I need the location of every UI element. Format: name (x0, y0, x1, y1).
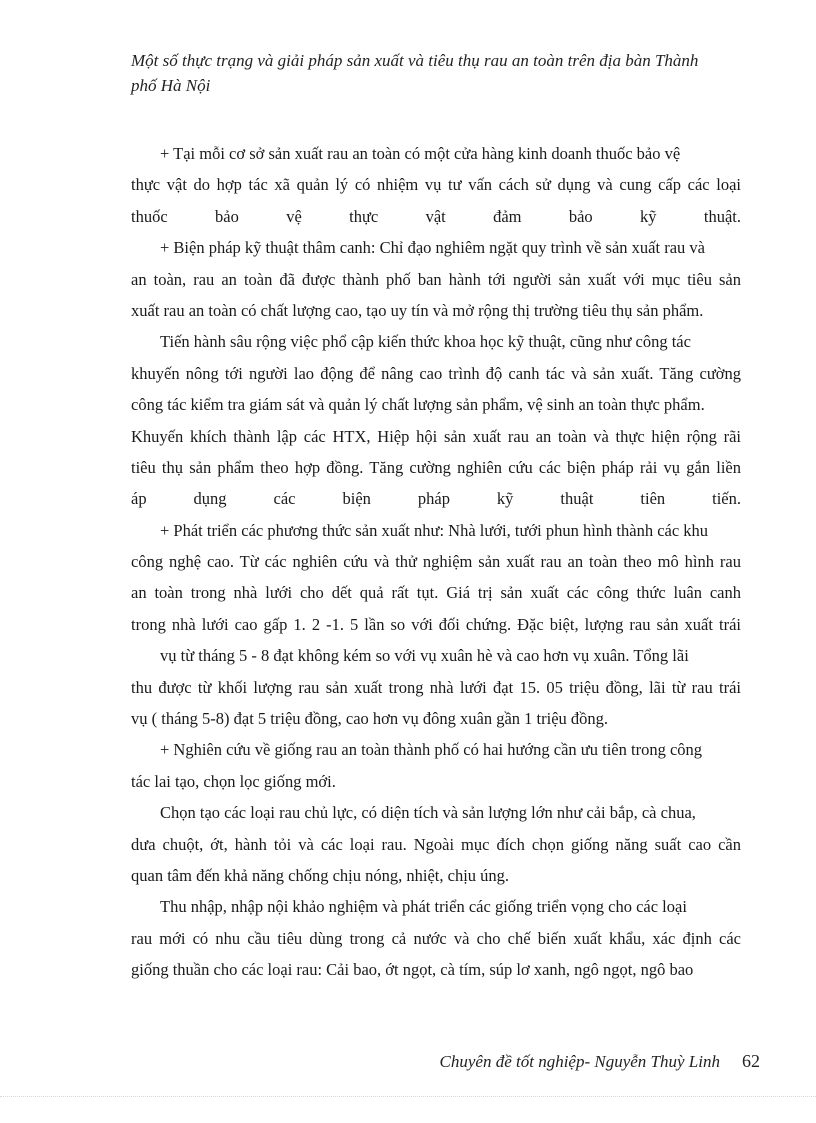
text-line: Chọn tạo các loại rau chủ lực, có diện tích và sản lượng lớn như cải bắp, cà chua, (160, 803, 696, 823)
text-line: thuốc bảo vệ thực vật đảm bảo kỹ thuật. (131, 206, 741, 226)
text-line: + Biện pháp kỹ thuật thâm canh: Chỉ đạo nghiêm ngặt quy trình về sản xuất rau và (160, 238, 705, 258)
text-line: giống thuần cho các loại rau: Cải bao, ớt ngọt, cà tím, súp lơ xanh, ngô ngọt, ngô bao (131, 960, 694, 980)
text-line: Khuyến khích thành lập các HTX, Hiệp hội sản xuất rau an toàn và thực hiện rộng rãi (131, 426, 741, 446)
text-line: Tiến hành sâu rộng việc phổ cập kiến thức khoa học kỹ thuật, cũng như công tác (160, 332, 691, 352)
text-line: an toàn trong nhà lưới cho dết quả rất tụt. Giá trị sản xuất các công thức luân canh (131, 583, 741, 603)
body-text (131, 138, 741, 986)
header-line-2: phố Hà Nội (131, 76, 211, 95)
text-line: + Phát triển các phương thức sản xuất như: Nhà lưới, tưới phun hình thành các khu (160, 520, 709, 540)
text-line: quan tâm đến khả năng chống chịu nóng, nhiệt, chịu úng. (131, 865, 510, 885)
page-footer (400, 1048, 760, 1075)
text-line: vụ từ tháng 5 - 8 đạt không kém so với vụ xuân hè và cao hơn vụ xuân. Tổng lãi (160, 646, 689, 666)
running-header (131, 48, 741, 98)
text-line: vụ ( tháng 5-8) đạt 5 triệu đồng, cao hơn vụ đông xuân gần 1 triệu đồng. (131, 709, 609, 729)
text-line: trong nhà lưới cao gấp 1. 2 -1. 5 lần so với đối chứng. Đặc biệt, lượng rau sản xuất trái (131, 614, 741, 634)
text-line: thực vật do hợp tác xã quản lý có nhiệm vụ tư vấn cách sử dụng và cung cấp các loại (131, 175, 741, 195)
text-line: xuất rau an toàn có chất lượng cao, tạo uy tín và mở rộng thị trường tiêu thụ sản phẩm. (131, 300, 704, 320)
text-line: + Nghiên cứu về giống rau an toàn thành phố có hai hướng cần ưu tiên trong công (160, 740, 703, 760)
text-line: khuyến nông tới người lao động để nâng cao trình độ canh tác và sản xuất. Tăng cường (131, 363, 741, 383)
text-line: tiêu thụ sản phẩm theo hợp đồng. Tăng cường nghiên cứu các biện pháp rải vụ gắn liền (131, 457, 741, 477)
text-line: áp dụng các biện pháp kỹ thuật tiên tiến. (131, 489, 741, 509)
text-line: Thu nhập, nhập nội khảo nghiệm và phát triển các giống triển vọng cho các loại (160, 897, 687, 917)
page-bottom-divider (0, 1096, 816, 1097)
text-line: thu được từ khối lượng rau sản xuất trong nhà lưới đạt 15. 05 triệu đồng, lãi từ rau trái (131, 677, 741, 697)
text-line: + Tại mỗi cơ sở sản xuất rau an toàn có một cửa hàng kinh doanh thuốc bảo vệ (160, 144, 681, 163)
text-line: an toàn, rau an toàn đã được thành phố ban hành tới người sản xuất với mục tiêu sản (131, 269, 741, 289)
text-line: dưa chuột, ớt, hành tỏi và các loại rau. Ngoài mục đích chọn giống năng suất cao cần (131, 834, 741, 854)
text-line: công nghệ cao. Từ các nghiên cứu và thử nghiệm sản xuất rau an toàn theo mô hình rau (131, 552, 741, 572)
text-line: tác lai tạo, chọn lọc giống mới. (131, 771, 336, 791)
page-number: 62 (742, 1051, 760, 1071)
header-line-1: Một số thực trạng và giải pháp sản xuất và tiêu thụ rau an toàn trên địa bàn Thành (131, 51, 699, 70)
footer-title: Chuyên đề tốt nghiệp- Nguyễn Thuỳ Linh (439, 1052, 720, 1071)
text-line: công tác kiểm tra giám sát và quản lý chất lượng sản phẩm, vệ sinh an toàn thực phẩm. (131, 395, 705, 415)
text-line: rau mới có nhu cầu tiêu dùng trong cả nước và cho chế biến xuất khẩu, xác định các (131, 928, 741, 948)
